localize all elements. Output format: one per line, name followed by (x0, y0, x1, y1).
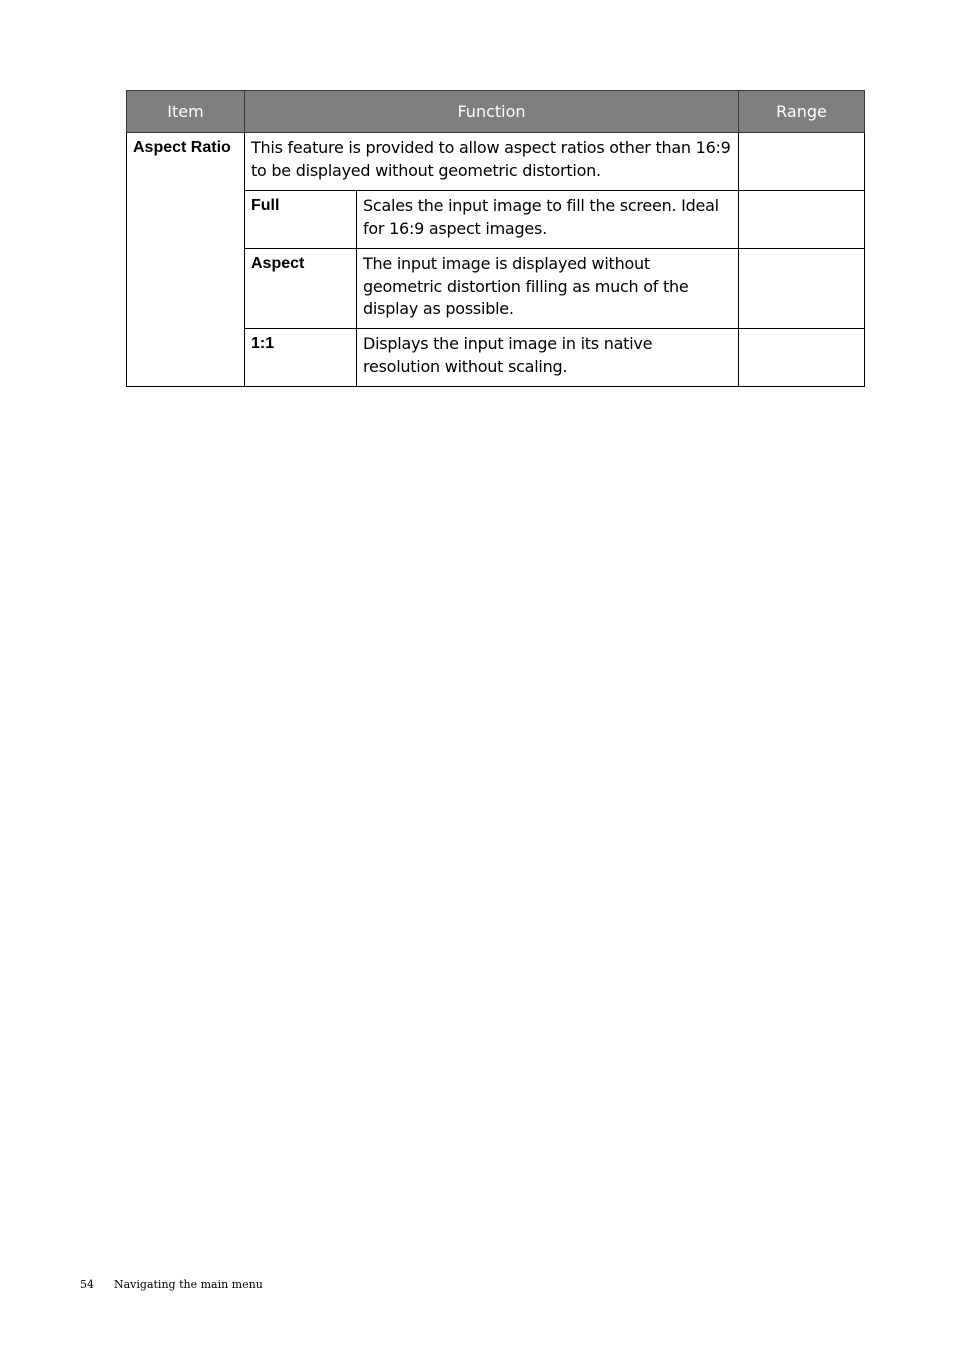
header-item: Item (127, 91, 245, 133)
option-full-label: Full (245, 191, 357, 249)
option-1-1-label: 1:1 (245, 329, 357, 387)
section-title: Navigating the main menu (114, 1278, 263, 1291)
page-footer (80, 1278, 263, 1291)
option-aspect-label: Aspect (245, 249, 357, 329)
intro-range (739, 133, 865, 191)
item-aspect-ratio: Aspect Ratio (127, 133, 245, 387)
option-aspect-range (739, 249, 865, 329)
aspect-ratio-spec-table (126, 90, 865, 387)
page-number: 54 (80, 1278, 94, 1291)
header-function: Function (245, 91, 739, 133)
option-1-1-range (739, 329, 865, 387)
option-1-1-description: Displays the input image in its native resolution without scaling. (357, 329, 739, 387)
option-aspect-description: The input image is displayed without geometric distortion filling as much of the display as possible. (357, 249, 739, 329)
table-row (127, 133, 865, 191)
intro-description: This feature is provided to allow aspect ratios other than 16:9 to be displayed without geometric distortion. (245, 133, 739, 191)
header-range: Range (739, 91, 865, 133)
option-full-description: Scales the input image to fill the screen. Ideal for 16:9 aspect images. (357, 191, 739, 249)
option-full-range (739, 191, 865, 249)
table-header-row (127, 91, 865, 133)
